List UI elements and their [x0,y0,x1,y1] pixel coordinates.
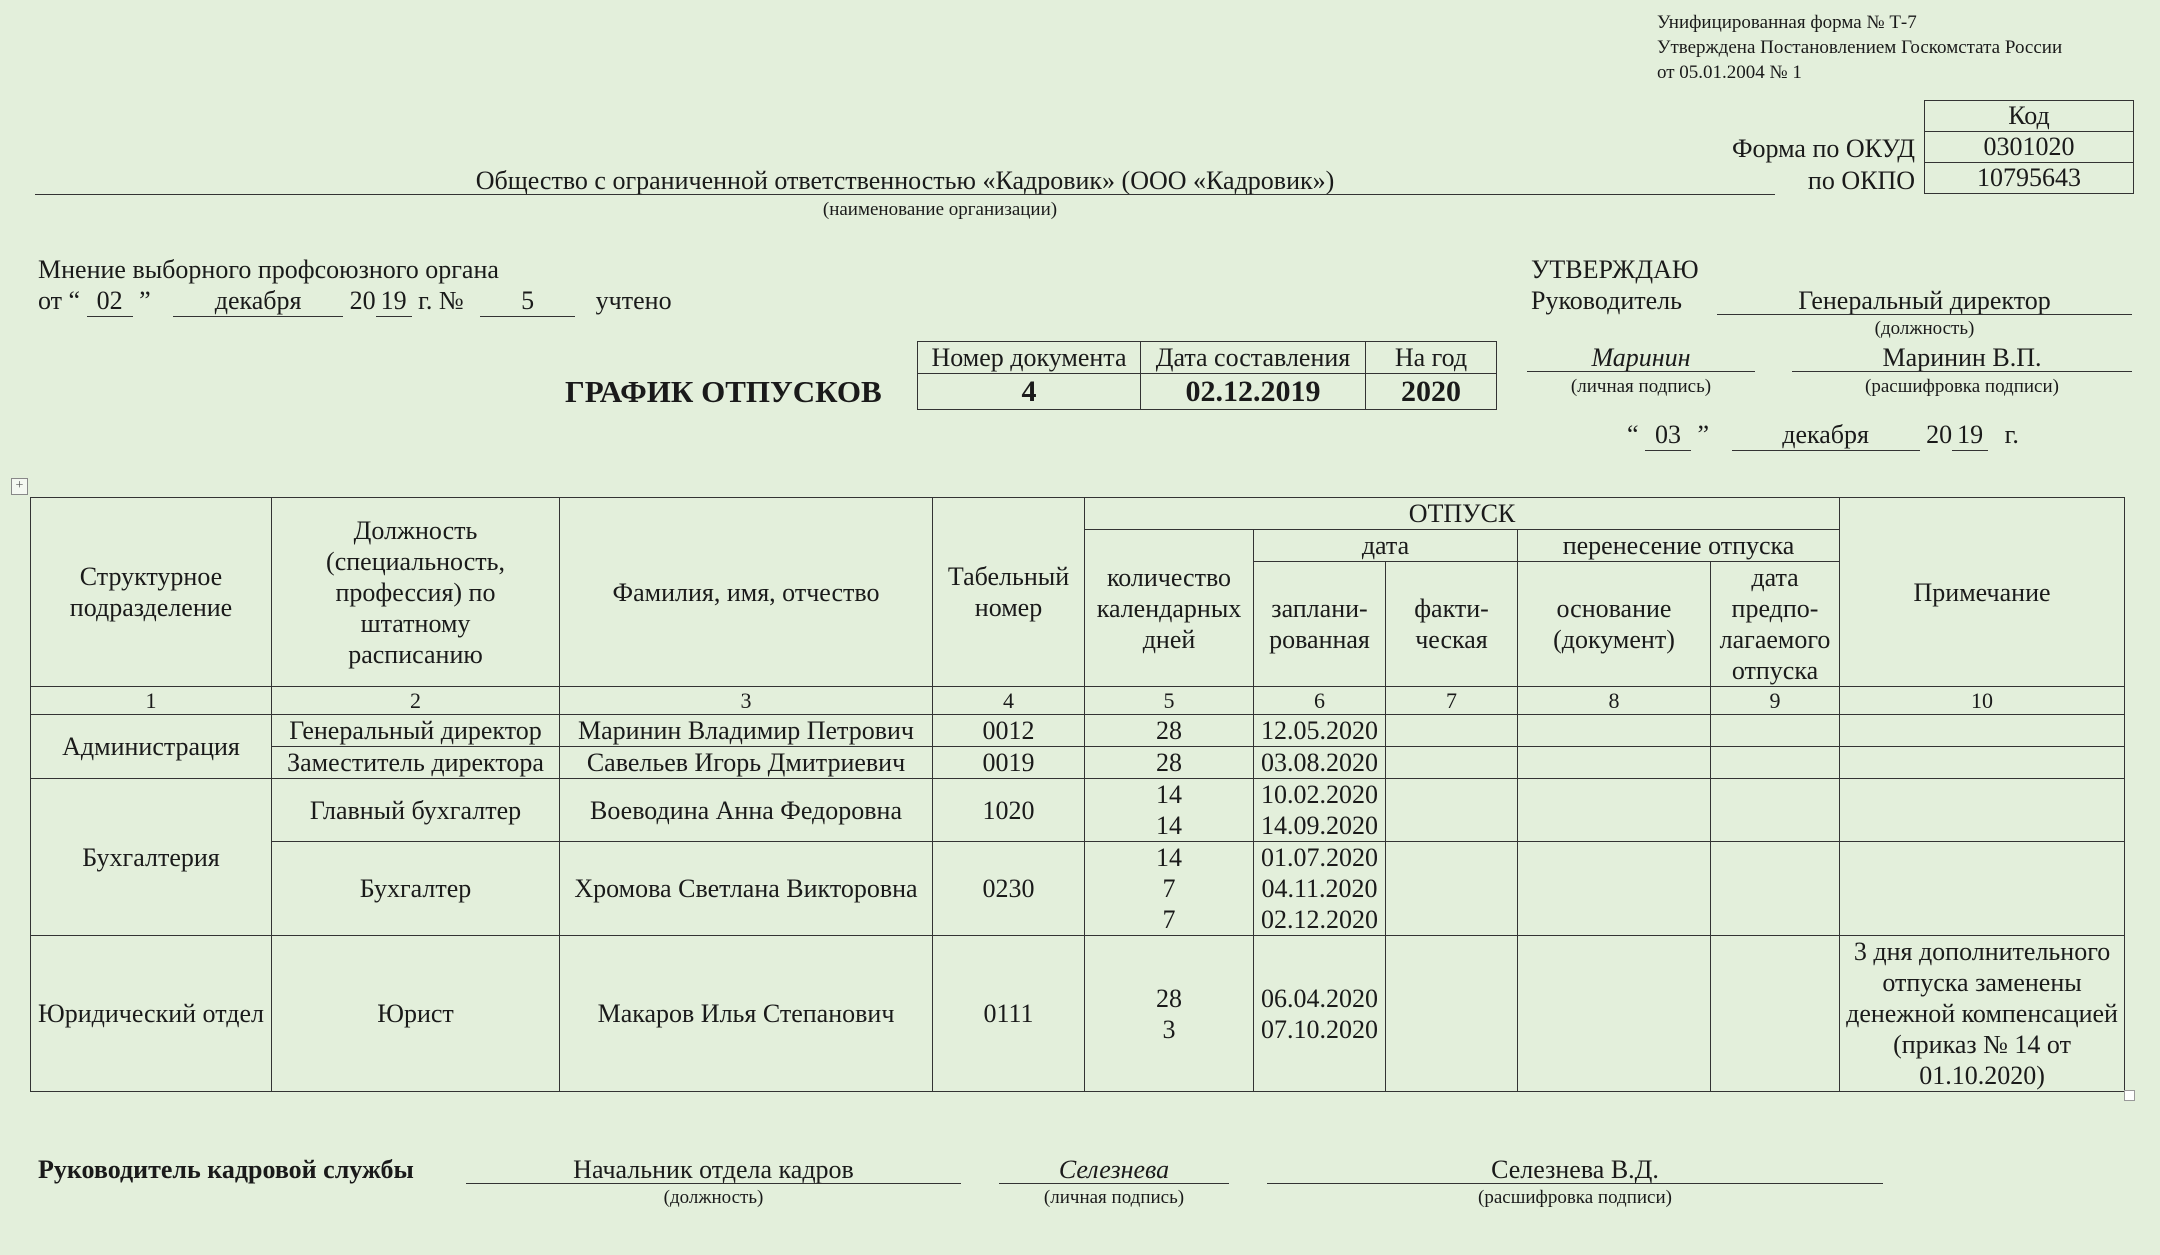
days-cell [1085,936,1254,1092]
planned-value: 07.10.2020 [1261,1014,1378,1044]
approval-date [1627,420,2019,451]
expected-cell [1711,747,1840,779]
tab-cell: 0111 [933,936,1085,1092]
approval-year: 19 [1952,420,1988,451]
planned-value: 01.07.2020 [1261,843,1378,872]
th-expected-date: дата предпо- лагаемого отпуска [1711,562,1840,687]
position-cell: Бухгалтер [272,842,560,936]
union-q-close: ” [139,286,151,315]
col-number: 7 [1386,687,1518,715]
footer-signature: Селезнева [1058,1155,1170,1184]
days-value: 14 [1156,811,1182,840]
footer-signature-caption: (личная подпись) [1043,1187,1185,1208]
approval-month: декабря [1732,420,1920,451]
approval-decoding-caption: (расшифровка подписи) [1865,376,2059,397]
actual-cell [1386,842,1518,936]
okpo-label: по ОКПО [1807,166,1915,195]
days-value: 3 [1162,1014,1176,1044]
doc-col-year: На год [1366,342,1497,374]
approval-year-prefix: 20 [1926,420,1953,449]
col-number: 5 [1085,687,1254,715]
footer-decoding-caption: (расшифровка подписи) [1478,1187,1672,1208]
form-header-line1: Унифицированная форма № Т-7 [1657,12,1917,33]
planned-cell [1254,936,1386,1092]
days-value: 7 [1162,874,1176,903]
days-value: 7 [1162,905,1176,934]
union-from: от [38,286,63,315]
organization-underline [35,194,1775,195]
expected-cell [1711,842,1840,936]
approval-q-close: ” [1697,420,1710,449]
basis-cell [1518,747,1711,779]
days-value: 28 [1156,983,1182,1013]
col-number: 1 [31,687,272,715]
note-cell [1840,747,2125,779]
planned-cell: 12.05.2020 [1254,715,1386,747]
approval-decoding-line [1792,371,2132,372]
unit-cell: Юридический отдел [31,936,272,1092]
basis-cell [1518,936,1711,1092]
planned-cell: 03.08.2020 [1254,747,1386,779]
union-number: 5 [480,286,575,317]
okpo-value: 10795643 [1925,163,2134,194]
approval-signature-caption: (личная подпись) [1570,376,1712,397]
name-cell: Савельев Игорь Дмитриевич [560,747,933,779]
planned-value: 02.12.2020 [1261,905,1378,934]
position-cell: Главный бухгалтер [272,779,560,842]
name-cell: Хромова Светлана Викторовна [560,842,933,936]
basis-cell [1518,779,1711,842]
th-position: Должность (специальность, профессия) по штатному расписанию [272,498,560,687]
position-cell: Юрист [272,936,560,1092]
tab-cell: 1020 [933,779,1085,842]
tab-cell: 0012 [933,715,1085,747]
form-header-line2: Утверждена Постановлением Госкомстата России [1657,37,2063,58]
col-number: 6 [1254,687,1386,715]
note-cell [1840,842,2125,936]
days-cell: 28 [1085,715,1254,747]
approval-title: УТВЕРЖДАЮ [1531,255,1699,284]
name-cell: Воеводина Анна Федоровна [560,779,933,842]
approval-position-caption: (должность) [1874,318,1975,339]
union-day: 02 [87,286,133,317]
approval-year-suffix: г. [2004,420,2019,449]
footer-signature-line [999,1183,1229,1184]
th-actual: факти- ческая [1386,562,1518,687]
table-row [31,715,2125,747]
footer-position: Начальник отдела кадров [573,1155,854,1184]
th-name: Фамилия, имя, отчество [560,498,933,687]
planned-cell [1254,779,1386,842]
days-cell: 28 [1085,747,1254,779]
planned-value: 14.09.2020 [1261,811,1378,840]
actual-cell [1386,747,1518,779]
table-row [31,842,2125,936]
th-unit: Структурное подразделение [31,498,272,687]
col-number: 9 [1711,687,1840,715]
approval-signature-line [1527,371,1755,372]
footer-position-caption: (должность) [663,1187,764,1208]
table-resize-handle[interactable] [2124,1090,2135,1101]
col-number: 10 [1840,687,2125,715]
union-year-prefix: 20 [349,286,376,315]
doc-year: 2020 [1366,374,1497,410]
table-move-handle[interactable]: + [11,478,28,495]
days-cell [1085,842,1254,936]
unit-cell: Бухгалтерия [31,779,272,936]
th-note: Примечание [1840,498,2125,687]
union-year-suffix: г. № [418,286,464,315]
doc-col-date: Дата составления [1141,342,1366,374]
doc-date: 02.12.2019 [1141,374,1366,410]
position-cell: Генеральный директор [272,715,560,747]
tab-cell: 0019 [933,747,1085,779]
planned-value: 06.04.2020 [1261,983,1378,1013]
th-basis: основание (документ) [1518,562,1711,687]
th-days: количество календарных дней [1085,530,1254,687]
document-info-table [917,341,1497,410]
okud-value: 0301020 [1925,132,2134,163]
approval-position: Генеральный директор [1798,286,2051,315]
approval-head-label: Руководитель [1531,286,1682,315]
vacation-schedule-table [30,497,2125,1092]
basis-cell [1518,842,1711,936]
days-value: 14 [1156,780,1182,809]
th-transfer: перенесение отпуска [1518,530,1840,562]
actual-cell [1386,779,1518,842]
tab-cell: 0230 [933,842,1085,936]
th-tab-number: Табельный номер [933,498,1085,687]
approval-position-line [1717,314,2132,315]
form-header [1657,10,2062,85]
form-header-line3: от 05.01.2004 № 1 [1657,62,1802,83]
th-planned: заплани- рованная [1254,562,1386,687]
table-row [31,779,2125,842]
organization-caption: (наименование организации) [822,199,1058,220]
document-title: ГРАФИК ОТПУСКОВ [565,374,882,409]
union-opinion-date [38,286,672,317]
name-cell: Маринин Владимир Петрович [560,715,933,747]
footer-position-line [466,1183,961,1184]
union-month: декабря [173,286,343,317]
th-vacation: ОТПУСК [1085,498,1840,530]
position-cell: Заместитель директора [272,747,560,779]
union-year: 19 [376,286,412,317]
footer-decoding: Селезнева В.Д. [1491,1155,1659,1184]
days-cell [1085,779,1254,842]
approval-day: 03 [1645,420,1691,451]
footer-label: Руководитель кадровой службы [38,1155,414,1184]
expected-cell [1711,779,1840,842]
approval-decoding: Маринин В.П. [1882,343,2042,372]
table-row [31,936,2125,1092]
unit-cell: Администрация [31,715,272,779]
col-number: 3 [560,687,933,715]
organization-name: Общество с ограниченной ответственностью «Кадровик» (ООО «Кадровик») [475,166,1335,195]
okud-label: Форма по ОКУД [1732,134,1915,163]
approval-signature: Маринин [1591,343,1691,372]
codes-table [1924,100,2134,194]
note-cell [1840,779,2125,842]
doc-number: 4 [918,374,1141,410]
planned-value: 04.11.2020 [1261,874,1378,903]
col-number: 8 [1518,687,1711,715]
planned-value: 10.02.2020 [1261,780,1378,809]
actual-cell [1386,715,1518,747]
table-row [31,747,2125,779]
col-number: 2 [272,687,560,715]
note-cell: 3 дня дополнительного отпуска заменены денежной компенсацией (приказ № 14 от 01.10.2020) [1840,936,2125,1092]
expected-cell [1711,715,1840,747]
name-cell: Макаров Илья Степанович [560,936,933,1092]
footer-decoding-line [1267,1183,1883,1184]
basis-cell [1518,715,1711,747]
union-opinion-title: Мнение выборного профсоюзного органа [38,255,499,284]
union-q-open: “ [68,286,81,315]
days-value: 14 [1156,843,1182,872]
planned-cell [1254,842,1386,936]
th-date: дата [1254,530,1518,562]
actual-cell [1386,936,1518,1092]
codes-header: Код [1925,101,2134,132]
expected-cell [1711,936,1840,1092]
doc-col-number: Номер документа [918,342,1141,374]
approval-q-open: “ [1627,420,1639,449]
col-number: 4 [933,687,1085,715]
note-cell [1840,715,2125,747]
union-considered: учтено [595,286,672,315]
